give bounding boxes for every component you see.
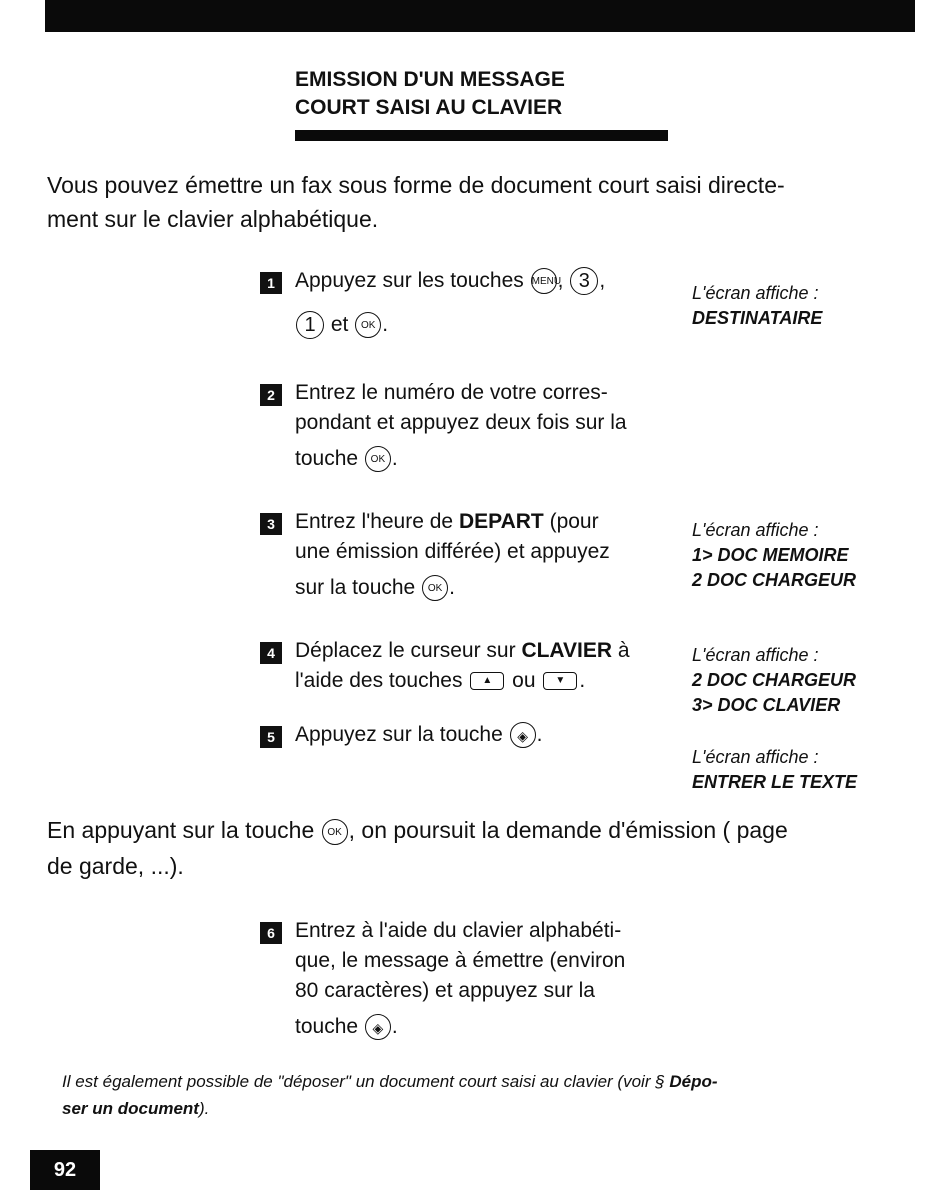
footnote bbox=[62, 1068, 902, 1122]
step-2-line-3 bbox=[295, 444, 680, 474]
page-number: 92 bbox=[30, 1150, 100, 1190]
top-black-bar bbox=[45, 0, 915, 32]
step-text: Appuyez sur la touche bbox=[295, 723, 503, 746]
screen-value: 1> DOC MEMOIRE bbox=[692, 545, 849, 565]
step-text-line-1: Entrez le numéro de votre corres- bbox=[295, 381, 608, 404]
step-number: 2 bbox=[260, 384, 282, 406]
title-underline-bar bbox=[295, 130, 668, 141]
step-6-line-4 bbox=[295, 1012, 680, 1042]
step-3-line-3 bbox=[295, 573, 680, 603]
screen-display-1 bbox=[692, 281, 822, 331]
note-end: ). bbox=[198, 1099, 210, 1118]
step-number: 3 bbox=[260, 513, 282, 535]
intro-line-2: ment sur le clavier alphabétique. bbox=[47, 206, 379, 232]
step-number: 6 bbox=[260, 922, 282, 944]
note-text: Il est également possible de "déposer" un document court saisi au clavier (voir § bbox=[62, 1072, 665, 1091]
step-text-line-1: Entrez à l'aide du clavier alphabéti- bbox=[295, 919, 622, 942]
title-line-1: EMISSION D'UN MESSAGE bbox=[295, 68, 565, 91]
page-title bbox=[295, 66, 565, 122]
step-text-line-3: sur la touche bbox=[295, 576, 416, 599]
screen-display-2 bbox=[692, 518, 856, 593]
screen-value: ENTRER LE TEXTE bbox=[692, 772, 858, 792]
step-3 bbox=[260, 507, 680, 603]
period: . bbox=[449, 576, 455, 599]
step-6 bbox=[260, 916, 680, 1042]
separator: , bbox=[557, 269, 564, 292]
step-number: 5 bbox=[260, 726, 282, 748]
down-arrow-key-icon: ▼ bbox=[543, 672, 577, 690]
screen-value: 2 DOC CHARGEUR bbox=[692, 570, 857, 590]
period: . bbox=[382, 313, 389, 336]
para-text: , on poursuit la demande d'émission ( page bbox=[348, 817, 788, 843]
up-arrow-key-icon: ▲ bbox=[470, 672, 504, 690]
step-text: à bbox=[617, 639, 630, 662]
continuation-paragraph bbox=[47, 812, 917, 884]
step-text-line-3: 80 caractères) et appuyez sur la bbox=[295, 979, 595, 1002]
step-text-line-2: que, le message à émettre (environ bbox=[295, 949, 626, 972]
key-1-icon: 1 bbox=[296, 311, 324, 339]
screen-value: 2 DOC CHARGEUR bbox=[692, 670, 857, 690]
step-2 bbox=[260, 378, 680, 474]
step-bold-word: CLAVIER bbox=[521, 639, 613, 662]
step-4 bbox=[260, 636, 680, 696]
intro-line-1: Vous pouvez émettre un fax sous forme de document court saisi directe- bbox=[47, 172, 785, 198]
start-key-icon: ◈ bbox=[365, 1014, 391, 1040]
step-text: (pour bbox=[549, 510, 599, 533]
step-text-line-4: touche bbox=[295, 1015, 359, 1038]
step-text-or: ou bbox=[512, 669, 536, 692]
step-text-line-3: touche bbox=[295, 447, 359, 470]
step-1-line-2 bbox=[295, 310, 680, 340]
screen-label: L'écran affiche : bbox=[692, 645, 819, 665]
step-number: 4 bbox=[260, 642, 282, 664]
separator: , bbox=[599, 269, 606, 292]
step-5 bbox=[260, 720, 680, 750]
period: . bbox=[391, 1015, 398, 1038]
start-key-icon: ◈ bbox=[510, 722, 536, 748]
ok-key-icon: OK bbox=[422, 575, 448, 601]
step-text-and: et bbox=[330, 313, 349, 336]
title-line-2: COURT SAISI AU CLAVIER bbox=[295, 96, 563, 119]
period: . bbox=[391, 447, 398, 470]
screen-label: L'écran affiche : bbox=[692, 520, 819, 540]
screen-value: 3> DOC CLAVIER bbox=[692, 695, 841, 715]
note-bold-text: Dépo- bbox=[669, 1072, 718, 1091]
intro-paragraph bbox=[47, 168, 897, 236]
step-text-line-2: pondant et appuyez deux fois sur la bbox=[295, 411, 627, 434]
step-text-line-2: une émission différée) et appuyez bbox=[295, 540, 610, 563]
step-text-line-2: l'aide des touches bbox=[295, 669, 463, 692]
screen-label: L'écran affiche : bbox=[692, 283, 819, 303]
screen-display-3 bbox=[692, 643, 856, 718]
menu-key-icon: MENU bbox=[531, 268, 557, 294]
step-text: Appuyez sur les touches bbox=[295, 269, 524, 292]
ok-key-icon: OK bbox=[355, 312, 381, 338]
screen-label: L'écran affiche : bbox=[692, 747, 819, 767]
period: . bbox=[579, 669, 586, 692]
para-text-line-2: de garde, ...). bbox=[47, 853, 184, 879]
step-1 bbox=[260, 266, 680, 340]
para-text: En appuyant sur la touche bbox=[47, 817, 315, 843]
period: . bbox=[536, 723, 543, 746]
ok-key-icon: OK bbox=[322, 819, 348, 845]
note-bold-text: ser un document bbox=[62, 1099, 199, 1118]
step-text: Entrez l'heure de bbox=[295, 510, 454, 533]
step-number: 1 bbox=[260, 272, 282, 294]
screen-value: DESTINATAIRE bbox=[692, 308, 823, 328]
step-bold-word: DEPART bbox=[458, 510, 544, 533]
step-text: Déplacez le curseur sur bbox=[295, 639, 516, 662]
screen-display-4 bbox=[692, 745, 857, 795]
key-3-icon: 3 bbox=[570, 267, 598, 295]
ok-key-icon: OK bbox=[365, 446, 391, 472]
